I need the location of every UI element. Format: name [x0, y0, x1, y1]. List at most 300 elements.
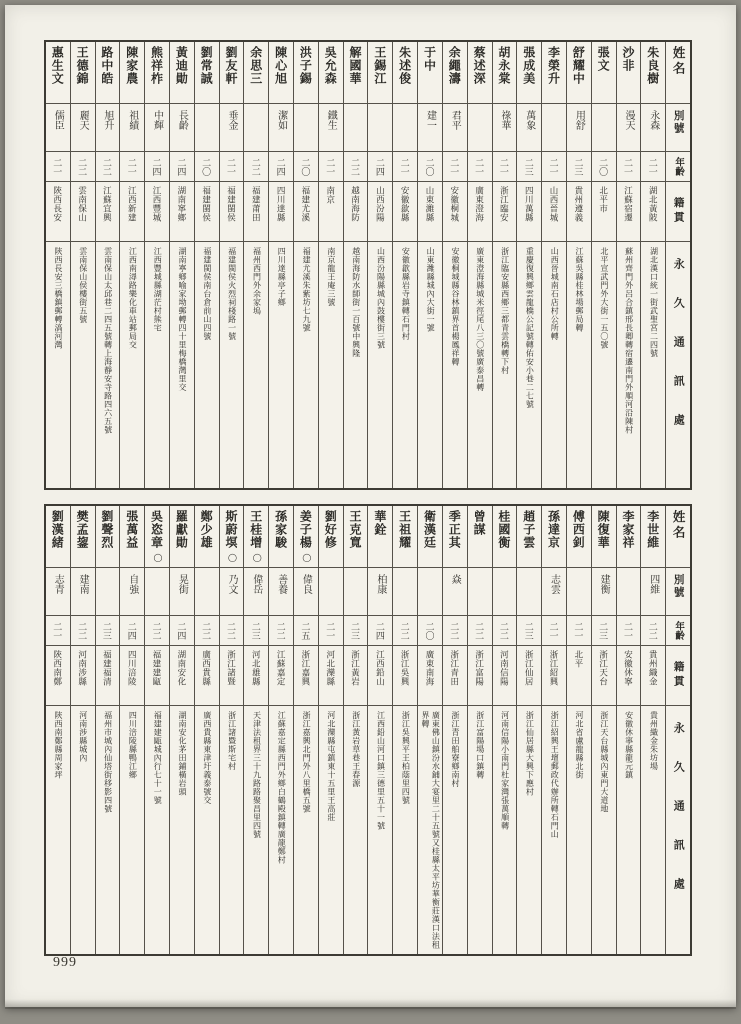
entry-cell-age	[592, 616, 616, 646]
entry-cell-age	[393, 616, 417, 646]
entry-alias-text: 麗天	[77, 110, 89, 130]
entry-address-text: 浙江黃岩草巷王春源	[351, 711, 361, 788]
entry-cell-origin	[368, 646, 392, 706]
entry-cell-name	[418, 42, 442, 104]
header-label-origin: 籍貫	[672, 197, 684, 226]
footnote-mark: ◯	[301, 552, 311, 563]
entry-origin-text: 浙江嘉興	[300, 650, 311, 686]
entry-cell-address	[617, 706, 641, 954]
entry-cell-name	[641, 42, 665, 104]
entry-cell-name	[71, 42, 95, 104]
entry-cell-address	[592, 242, 616, 488]
entry-name-text: 樊孟鋆	[75, 510, 90, 549]
entry-cell-origin	[96, 182, 120, 242]
entry-cell-name	[269, 42, 293, 104]
entry-origin-text: 浙江天台	[598, 650, 609, 686]
entry-column	[119, 42, 144, 488]
entry-origin-text: 廣東澄海	[474, 186, 485, 222]
entry-column	[268, 506, 293, 954]
entry-cell-origin	[145, 646, 169, 706]
entry-cell-alias	[170, 104, 194, 152]
entry-cell-name	[244, 506, 268, 568]
entry-origin-text: 廣東南海	[424, 650, 435, 686]
entry-cell-address	[617, 242, 641, 488]
entry-name-text: 惠生文	[50, 46, 65, 85]
entry-address-text: 貴州織金朱坊場	[649, 711, 659, 771]
entry-cell-address	[517, 706, 541, 954]
entry-column	[194, 42, 219, 488]
entry-cell-origin	[319, 646, 343, 706]
entry-column	[566, 506, 591, 954]
entry-cell-address	[269, 242, 293, 488]
entry-alias-text: 志雲	[548, 574, 560, 594]
entry-name-text: 黃迪勛	[174, 46, 189, 85]
entry-origin-text: 福建莆田	[251, 186, 262, 222]
entry-cell-alias	[443, 104, 467, 152]
entry-cell-name	[170, 506, 194, 568]
entry-cell-age	[617, 616, 641, 646]
entry-name-text: 衛漢廷	[422, 510, 437, 549]
entry-age-text: 二一	[474, 157, 485, 176]
header-cell-address	[666, 706, 690, 954]
entry-name-text: 張萬益	[124, 510, 139, 549]
entry-alias-text: 祖績	[126, 110, 138, 130]
entry-cell-name	[46, 42, 70, 104]
entry-name-text: 陳復華	[596, 510, 611, 549]
entry-column	[367, 42, 392, 488]
entry-origin-text: 湖北黃陂	[648, 186, 659, 222]
entry-age-text: 二三	[598, 621, 609, 640]
entry-name-text: 劉好修	[323, 510, 338, 549]
header-label-alias: 別號	[672, 574, 684, 599]
entry-age-text: 二四	[176, 157, 187, 176]
entry-cell-address	[145, 706, 169, 954]
entry-origin-text: 陝西南鄭	[52, 650, 63, 686]
entry-address-text: 四川達縣亭子鄉	[277, 247, 287, 307]
entry-name-text: 張成美	[521, 46, 536, 85]
entry-age-text: 二四	[126, 621, 137, 640]
entry-origin-text: 北平	[573, 650, 584, 668]
entry-cell-address	[145, 242, 169, 488]
entry-cell-age	[96, 616, 120, 646]
entry-cell-name	[542, 506, 566, 568]
entry-cell-name	[71, 506, 95, 568]
entry-cell-alias	[542, 568, 566, 616]
entry-age-text: 二三	[101, 621, 112, 640]
entry-cell-origin	[319, 182, 343, 242]
entry-column	[591, 506, 616, 954]
entry-cell-age	[120, 152, 144, 182]
entry-alias-text: 中輝	[151, 110, 163, 130]
entry-name-text: 沙非	[620, 46, 635, 72]
entry-name-text: 劉常誠	[199, 46, 214, 85]
entry-name-text: 陳心旭	[273, 46, 288, 85]
entry-cell-origin	[493, 646, 517, 706]
entry-address-text: 福建建甌城內行七十一號	[153, 711, 163, 805]
entry-cell-origin	[567, 182, 591, 242]
entry-cell-age	[418, 616, 442, 646]
entry-cell-address	[443, 706, 467, 954]
entry-address-text: 四川涪陵縣鴨江鄉	[128, 711, 138, 779]
entry-cell-name	[443, 506, 467, 568]
entry-cell-address	[443, 242, 467, 488]
entry-cell-address	[71, 706, 95, 954]
entry-cell-age	[368, 152, 392, 182]
entry-name-text: 朱述俊	[397, 46, 412, 85]
entry-name-text: 舒耀中	[571, 46, 586, 85]
entry-address-text: 河南涉縣城內	[78, 711, 88, 762]
footnote-mark: ◯	[153, 552, 163, 563]
entry-column	[318, 506, 343, 954]
entry-column	[516, 42, 541, 488]
entry-cell-age	[641, 616, 665, 646]
entry-age-text: 二二	[250, 157, 261, 176]
entry-cell-alias	[120, 568, 144, 616]
entry-cell-name	[195, 506, 219, 568]
entry-origin-text: 江西新建	[127, 186, 138, 222]
entry-alias-text: 儒臣	[52, 110, 64, 130]
entry-column	[243, 506, 268, 954]
entry-cell-age	[641, 152, 665, 182]
entry-cell-origin	[542, 182, 566, 242]
entry-column	[392, 506, 417, 954]
entry-cell-name	[269, 506, 293, 568]
entry-name-text: 桂國衡	[496, 510, 511, 549]
entry-cell-age	[319, 152, 343, 182]
entry-address-text: 雲南保山太邱巷二四五號轉上海靜安寺路四六五號	[103, 247, 113, 434]
entry-column	[616, 506, 641, 954]
entry-alias-text: 四維	[647, 574, 659, 594]
entry-alias-text: 建一	[424, 110, 436, 130]
entry-address-text: 安徽桐城縣谷林鎮界首楊鳳祥轉	[450, 247, 460, 366]
entry-age-text: 二四	[176, 621, 187, 640]
entry-cell-age	[344, 616, 368, 646]
entry-cell-address	[468, 706, 492, 954]
entry-cell-address	[418, 242, 442, 488]
entry-cell-name	[120, 42, 144, 104]
entry-cell-address	[567, 706, 591, 954]
entry-cell-alias	[269, 104, 293, 152]
entry-age-text: 二三	[523, 621, 534, 640]
entry-cell-name	[195, 42, 219, 104]
entry-cell-name	[641, 506, 665, 568]
entry-cell-address	[393, 242, 417, 488]
entry-age-text: 二二	[201, 621, 212, 640]
entry-cell-alias	[567, 104, 591, 152]
header-label-age: 年齡	[673, 157, 684, 176]
entry-cell-address	[46, 706, 70, 954]
entry-cell-address	[244, 706, 268, 954]
entry-column	[417, 42, 442, 488]
entry-cell-origin	[641, 646, 665, 706]
entry-address-text: 重慶復興鄉雲龍橋公記號轉佑安小巷二七號	[525, 247, 535, 409]
entry-column	[70, 42, 95, 488]
entry-name-text: 王錫江	[372, 46, 387, 85]
entry-cell-name	[294, 506, 318, 568]
entry-cell-age	[244, 616, 268, 646]
entry-address-text: 江蘇嘉定縣西門外鄉白鶴殿鎮轉廣龍鄭村	[277, 711, 287, 864]
entry-name-text: 李家祥	[620, 510, 635, 549]
entry-column	[70, 506, 95, 954]
entry-address-text: 江西豐城縣湖茫村熊宅	[153, 247, 163, 332]
entry-cell-address	[319, 706, 343, 954]
entry-alias-text: 君平	[449, 110, 461, 130]
entry-age-text: 二三	[523, 157, 534, 176]
entry-column	[169, 42, 194, 488]
entry-alias-text: 永森	[647, 110, 659, 130]
entry-cell-age	[220, 616, 244, 646]
entry-cell-name	[617, 42, 641, 104]
entry-age-text: 二二	[151, 621, 162, 640]
entry-address-text: 江西南潯路樂化車站郵局交	[128, 247, 138, 349]
entry-cell-alias	[294, 568, 318, 616]
entry-cell-address	[170, 242, 194, 488]
entry-column	[541, 506, 566, 954]
entry-cell-name	[244, 42, 268, 104]
entry-address-text: 蘇州齊門外呂合鎮邢長卿轉宿遷南門外順河沿陳村	[624, 247, 634, 434]
entry-cell-origin	[393, 182, 417, 242]
entry-cell-name	[592, 506, 616, 568]
entry-cell-origin	[294, 182, 318, 242]
entry-cell-origin	[170, 646, 194, 706]
entry-name-text: 傅西釗	[571, 510, 586, 549]
entry-origin-text: 江蘇宜興	[102, 186, 113, 222]
entry-cell-name	[344, 506, 368, 568]
entry-origin-text: 廣西貴縣	[201, 650, 212, 686]
entry-address-text: 浙江諸暨斯宅村	[227, 711, 237, 771]
entry-name-text: 李世維	[645, 510, 660, 549]
entry-name-text: 陳家農	[124, 46, 139, 85]
entry-cell-address	[294, 242, 318, 488]
entry-address-text: 安徽休寧縣龍元鎮	[624, 711, 634, 779]
entry-name-text: 洪子錫	[298, 46, 313, 85]
entry-cell-origin	[617, 182, 641, 242]
entry-cell-origin	[170, 182, 194, 242]
entry-alias-text: 志青	[52, 574, 64, 594]
footnote-mark: ◯	[252, 552, 262, 563]
entry-cell-address	[96, 706, 120, 954]
entry-address-text: 越南海防水師街一百號中興隆	[351, 247, 361, 358]
entry-cell-address	[592, 706, 616, 954]
entry-cell-name	[294, 42, 318, 104]
entry-age-text: 二二	[647, 621, 658, 640]
entry-column	[616, 42, 641, 488]
entry-name-text: 吳允森	[323, 46, 338, 85]
entry-origin-text: 山東濰縣	[424, 186, 435, 222]
entry-cell-age	[393, 152, 417, 182]
entry-age-text: 二三	[350, 621, 361, 640]
entry-cell-age	[443, 152, 467, 182]
entry-origin-text: 河北灤縣	[325, 650, 336, 686]
entry-origin-text: 貴州織金	[648, 650, 659, 686]
entry-cell-origin	[195, 646, 219, 706]
entry-name-text: 胡永棠	[496, 46, 511, 85]
entry-column	[169, 506, 194, 954]
entry-column	[392, 42, 417, 488]
entry-cell-alias	[294, 104, 318, 152]
entry-cell-origin	[493, 182, 517, 242]
entry-cell-age	[319, 616, 343, 646]
entry-name-text: 孫達京	[546, 510, 561, 549]
entry-origin-text: 雲南保山	[77, 186, 88, 222]
entry-origin-text: 安徽休寧	[623, 650, 634, 686]
entry-alias-text: 偉良	[300, 574, 312, 594]
entry-cell-name	[145, 42, 169, 104]
entry-address-text: 福州西門外余家塢	[252, 247, 262, 315]
entry-cell-origin	[592, 646, 616, 706]
entry-cell-alias	[71, 568, 95, 616]
entry-column	[516, 506, 541, 954]
entry-origin-text: 浙江紹興	[549, 650, 560, 686]
entry-name-text: 王桂增	[248, 510, 263, 549]
entry-cell-age	[617, 152, 641, 182]
entry-cell-alias	[517, 568, 541, 616]
entry-cell-address	[195, 706, 219, 954]
entry-origin-text: 江蘇嘉定	[276, 650, 287, 686]
header-label-name: 姓名	[671, 510, 686, 541]
entry-cell-alias	[269, 568, 293, 616]
entry-cell-address	[344, 242, 368, 488]
entry-age-text: 二一	[647, 157, 658, 176]
entry-cell-alias	[617, 104, 641, 152]
entry-origin-text: 浙江仙居	[524, 650, 535, 686]
entry-name-text: 季正其	[447, 510, 462, 549]
entry-cell-age	[46, 616, 70, 646]
entry-alias-text: 建衡	[598, 574, 610, 594]
entry-address-text: 河南信陽小南門杜家灣張萬順轉	[500, 711, 510, 830]
entry-cell-alias	[418, 568, 442, 616]
entry-name-text: 于中	[422, 46, 437, 72]
entry-origin-text: 南京	[325, 186, 336, 204]
entry-age-text: 二一	[548, 621, 559, 640]
entry-address-text: 雲南保山侯樓街五號	[78, 247, 88, 324]
entry-cell-name	[220, 506, 244, 568]
entry-cell-address	[220, 242, 244, 488]
entry-cell-alias	[96, 104, 120, 152]
entry-age-text: 二〇	[424, 157, 435, 176]
entry-cell-age	[344, 152, 368, 182]
entry-cell-address	[517, 242, 541, 488]
entry-cell-age	[468, 616, 492, 646]
entry-cell-alias	[244, 568, 268, 616]
entry-age-text: 二二	[101, 157, 112, 176]
entry-column	[318, 42, 343, 488]
entry-address-text: 浙江吳興平王柏蔭里四號	[401, 711, 411, 805]
entry-name-text: 解國華	[348, 46, 363, 85]
entry-cell-origin	[517, 182, 541, 242]
footnote-mark: ◯	[227, 552, 237, 563]
entry-name-text: 張文	[596, 46, 611, 72]
header-cell-origin	[666, 182, 690, 242]
entry-cell-address	[120, 242, 144, 488]
scanned-page	[5, 5, 736, 1007]
entry-cell-address	[46, 242, 70, 488]
entry-cell-address	[71, 242, 95, 488]
entry-address-text: 山東濰縣城內大街一號	[426, 247, 436, 332]
entry-name-text: 吳恣章	[149, 510, 164, 549]
entry-age-text: 二二	[77, 157, 88, 176]
entry-cell-alias	[195, 104, 219, 152]
entry-cell-alias	[493, 568, 517, 616]
header-cell-alias	[666, 568, 690, 616]
entry-cell-address	[96, 242, 120, 488]
entry-cell-age	[96, 152, 120, 182]
entry-cell-alias	[244, 104, 268, 152]
entry-cell-origin	[393, 646, 417, 706]
entry-age-text: 二一	[573, 621, 584, 640]
entry-age-text: 二三	[250, 621, 261, 640]
entry-origin-text: 江蘇宿遷	[623, 186, 634, 222]
entry-cell-name	[567, 42, 591, 104]
entry-cell-name	[517, 506, 541, 568]
entry-cell-address	[120, 706, 144, 954]
entry-origin-text: 越南海防	[350, 186, 361, 222]
entry-age-text: 二一	[622, 157, 633, 176]
header-cell-origin	[666, 646, 690, 706]
entry-name-text: 李榮升	[546, 46, 561, 85]
entry-cell-alias	[195, 568, 219, 616]
entry-age-text: 二四	[151, 157, 162, 176]
entry-address-text: 湖北漢口統一街武聖宮二四號	[649, 247, 659, 358]
entry-origin-text: 湖南安化	[176, 650, 187, 686]
entry-age-text: 二四	[374, 157, 385, 176]
entry-age-text: 二二	[474, 621, 485, 640]
entry-cell-name	[517, 42, 541, 104]
entry-column	[144, 42, 169, 488]
entry-column	[442, 42, 467, 488]
entry-origin-text: 北平市	[598, 186, 609, 213]
entry-alias-text: 潔如	[275, 110, 287, 130]
entry-cell-address	[195, 242, 219, 488]
entry-alias-text: 善養	[275, 574, 287, 594]
entry-age-text: 二一	[325, 157, 336, 176]
entry-address-text: 湖南安化茅田鋪橫岩頭	[178, 711, 188, 796]
entry-cell-age	[418, 152, 442, 182]
entry-column	[492, 506, 517, 954]
header-label-age: 年齡	[673, 621, 684, 640]
entry-address-text: 山西晉城南石店村公所轉	[550, 247, 560, 341]
entry-cell-address	[269, 706, 293, 954]
entry-origin-text: 河南信陽	[499, 650, 510, 686]
entry-cell-origin	[443, 182, 467, 242]
entry-origin-text: 福建閩侯	[226, 186, 237, 222]
entry-name-text: 趙子雲	[521, 510, 536, 549]
entry-cell-age	[294, 616, 318, 646]
entry-cell-alias	[368, 104, 392, 152]
entry-age-text: 二二	[350, 157, 361, 176]
entry-cell-address	[319, 242, 343, 488]
entry-column	[541, 42, 566, 488]
entry-age-text: 二一	[52, 621, 63, 640]
entry-age-text: 二三	[573, 157, 584, 176]
entry-cell-age	[170, 616, 194, 646]
entry-address-text: 北平宣武門外大街一五〇號	[599, 247, 609, 349]
entry-origin-text: 貴州遵義	[573, 186, 584, 222]
entry-cell-alias	[368, 568, 392, 616]
entry-column	[343, 42, 368, 488]
entry-alias-text: 偉岳	[250, 574, 262, 594]
entry-column	[243, 42, 268, 488]
entry-cell-alias	[96, 568, 120, 616]
entry-cell-address	[294, 706, 318, 954]
entry-alias-text: 長齡	[176, 110, 188, 130]
header-label-address: 永久通訊處	[672, 722, 685, 917]
entry-age-text: 二五	[300, 621, 311, 640]
entry-address-text: 河北灤縣屯鎮東十五里王高莊	[326, 711, 336, 822]
entry-address-text: 福建閩侯南台倉前山四號	[202, 247, 212, 341]
header-cell-name	[666, 506, 690, 568]
entry-cell-alias	[220, 104, 244, 152]
